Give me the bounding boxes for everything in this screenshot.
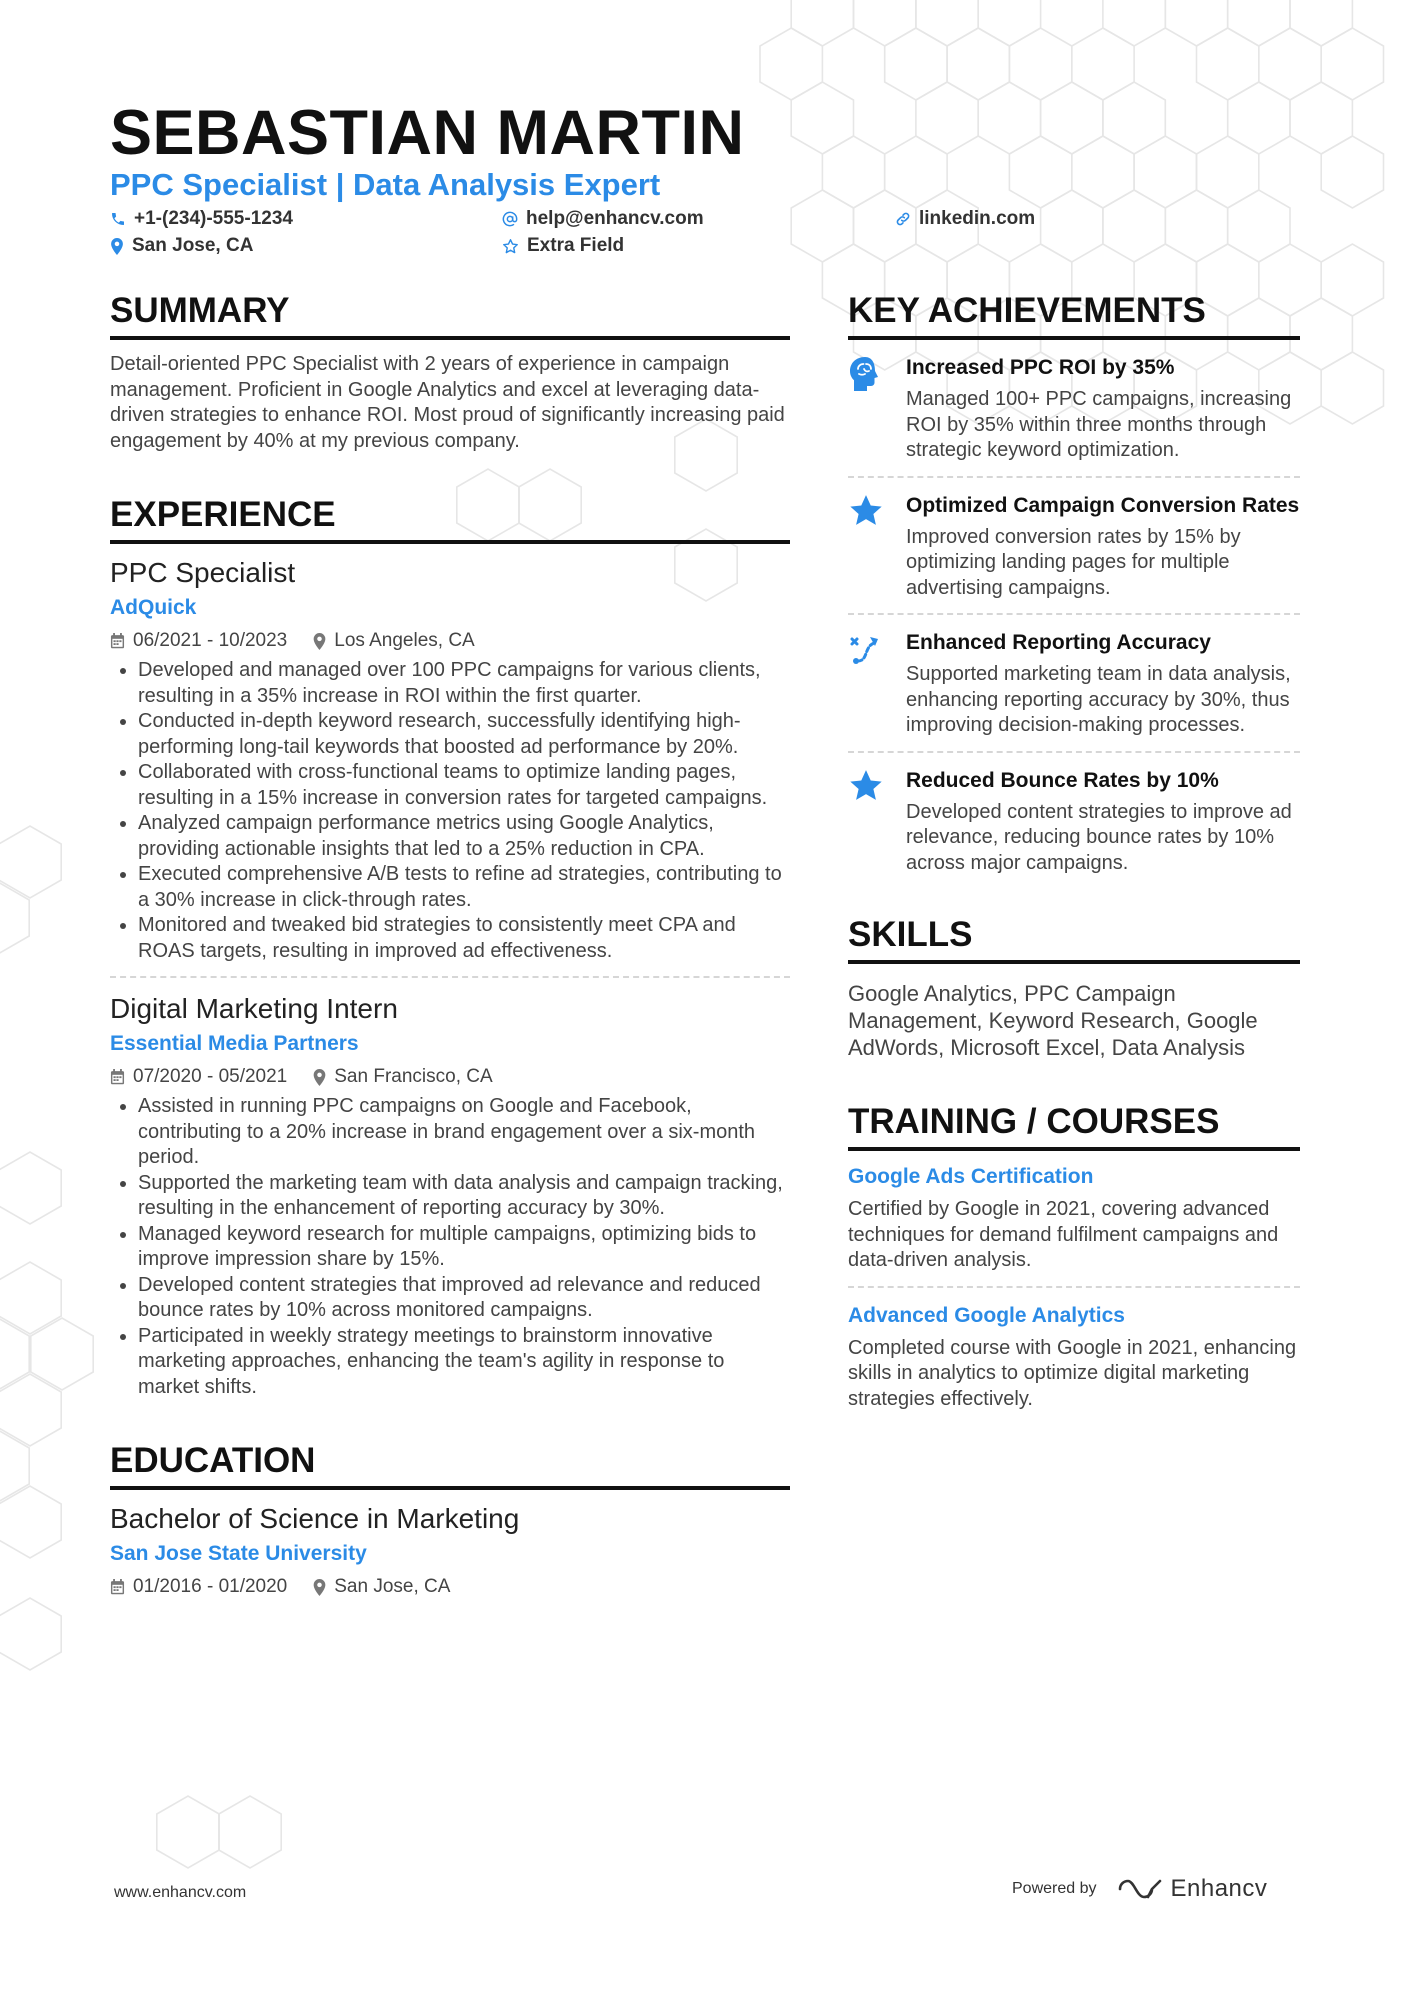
- left-column: [110, 290, 790, 1599]
- brand-name: Enhancv: [1170, 1875, 1268, 1902]
- contact-email[interactable]: [502, 207, 704, 231]
- achievement-title: Reduced Bounce Rates by 10%: [906, 768, 1219, 792]
- enhancv-logo-icon: [1117, 1877, 1163, 1901]
- summary-section: [110, 290, 790, 454]
- experience-heading: EXPERIENCE: [110, 494, 790, 544]
- powered-by-text: Powered by: [1012, 1880, 1097, 1897]
- job-location: San Francisco, CA: [334, 1066, 493, 1087]
- calendar-icon: [110, 1579, 125, 1595]
- right-column: [848, 290, 1300, 1412]
- bullet-item: • Supported the marketing team with data analysis and campaign tracking, resulting in the enhancement of reporting accuracy by 30%.: [138, 1171, 790, 1222]
- achievement-title: Increased PPC ROI by 35%: [906, 356, 1175, 379]
- education-meta: [110, 1575, 790, 1599]
- calendar-icon: [110, 633, 125, 649]
- divider: [848, 613, 1300, 615]
- degree-title: Bachelor of Science in Marketing: [110, 1503, 520, 1534]
- achievement-desc: Improved conversion rates by 15% by optimizing landing pages for multiple advertising campaigns.: [906, 525, 1241, 599]
- training-heading: TRAINING / COURSES: [848, 1101, 1300, 1151]
- course-desc: Completed course with Google in 2021, enhancing skills in analytics to optimize digital marketing strategies effectively.: [848, 1336, 1297, 1410]
- bullet-item: • Participated in weekly strategy meetings to brainstorm innovative marketing approaches, enhancing the team's agility in response to market shifts.: [138, 1324, 790, 1401]
- star-icon: [848, 769, 884, 803]
- job-title: PPC Specialist: [110, 557, 296, 588]
- footer-branding[interactable]: [1012, 1875, 1267, 1903]
- course-item: [848, 1302, 1300, 1413]
- bullet-item: • Executed comprehensive A/B tests to refine ad strategies, contributing to a 30% increase in click-through rates.: [138, 862, 790, 913]
- route-icon: [848, 631, 884, 667]
- company-name: Essential Media Partners: [110, 1032, 359, 1055]
- job-entry: [110, 556, 790, 964]
- extra-field-text: Extra Field: [527, 235, 625, 256]
- summary-text: Detail-oriented PPC Specialist with 2 years of experience in campaign management. Proficient in Google Analytics and excel at leveraging data-driven strategies to enhance ROI. Most proud of significantly increasing paid engagement by 40% at my previous company.: [110, 353, 785, 452]
- location-pin-icon: [313, 633, 326, 650]
- contact-location: [110, 234, 253, 258]
- job-entry: [110, 992, 790, 1400]
- achievement-desc: Developed content strategies to improve ad relevance, reducing bounce rates by 10% across major campaigns.: [906, 800, 1292, 874]
- candidate-headline: PPC Specialist | Data Analysis Expert: [110, 167, 661, 202]
- divider: [848, 1286, 1300, 1288]
- location-text: San Jose, CA: [132, 235, 254, 256]
- divider: [848, 476, 1300, 478]
- achievement-item: [848, 354, 1300, 464]
- bullet-item: • Developed content strategies that improved ad relevance and reduced bounce rates by 10% across monitored campaigns.: [138, 1273, 790, 1324]
- training-section: [848, 1101, 1300, 1412]
- course-desc: Certified by Google in 2021, covering advanced techniques for demand fulfilment campaigns and data-driven analysis.: [848, 1198, 1279, 1271]
- achievement-item: [848, 629, 1300, 739]
- star-outline-icon: [502, 238, 519, 255]
- skills-heading: SKILLS: [848, 914, 1300, 964]
- school-name: San Jose State University: [110, 1542, 367, 1565]
- education-location: San Jose, CA: [334, 1576, 451, 1597]
- divider: [110, 976, 790, 978]
- bullet-item: • Analyzed campaign performance metrics using Google Analytics, providing actionable insights that led to a 25% reduction in CPA.: [138, 811, 790, 862]
- skills-text: Google Analytics, PPC Campaign Management, Keyword Research, Google AdWords, Microsoft Excel, Data Analysis: [848, 981, 1258, 1060]
- phone-icon: [110, 211, 126, 227]
- at-icon: [502, 211, 518, 227]
- location-pin-icon: [110, 238, 124, 255]
- brain-icon: [848, 356, 882, 392]
- location-pin-icon: [313, 1069, 326, 1086]
- phone-text: +1-(234)-555-1234: [134, 208, 293, 229]
- bullet-item: • Assisted in running PPC campaigns on Google and Facebook, contributing to a 20% increase in brand engagement over a six-month period.: [138, 1094, 790, 1171]
- summary-heading: SUMMARY: [110, 290, 790, 340]
- divider: [848, 751, 1300, 753]
- achievement-item: [848, 492, 1300, 602]
- course-title: Google Ads Certification: [848, 1165, 1094, 1188]
- company-name: AdQuick: [110, 596, 197, 619]
- education-entry: [110, 1502, 790, 1599]
- achievement-desc: Supported marketing team in data analysis, enhancing reporting accuracy by 30%, thus improving decision-making processes.: [906, 663, 1291, 736]
- achievement-desc: Managed 100+ PPC campaigns, increasing ROI by 35% within three months through strategic keyword optimization.: [906, 388, 1292, 461]
- job-bullets: [110, 1094, 790, 1400]
- calendar-icon: [110, 1069, 125, 1085]
- linkedin-text: linkedin.com: [919, 208, 1036, 229]
- contact-extra: [502, 234, 624, 258]
- bullet-item: • Monitored and tweaked bid strategies to consistently meet CPA and ROAS targets, resulting in improved ad effectiveness.: [138, 913, 790, 964]
- contact-linkedin[interactable]: [895, 207, 1035, 231]
- achievement-title: Enhanced Reporting Accuracy: [906, 631, 1211, 654]
- footer-website-link[interactable]: www.enhancv.com: [114, 1884, 247, 1901]
- job-dates: 06/2021 - 10/2023: [133, 630, 288, 651]
- course-item: [848, 1163, 1300, 1274]
- achievements-heading: KEY ACHIEVEMENTS: [848, 290, 1300, 340]
- achievements-section: [848, 290, 1300, 876]
- candidate-name: SEBASTIAN MARTIN: [110, 98, 745, 168]
- job-meta: [110, 1065, 790, 1089]
- achievement-item: [848, 767, 1300, 877]
- job-meta: [110, 629, 790, 653]
- experience-section: [110, 494, 790, 1400]
- bullet-item: • Collaborated with cross-functional teams to optimize landing pages, resulting in a 15% increase in conversion rates for targeted campaigns.: [138, 760, 790, 811]
- education-section: [110, 1440, 790, 1599]
- job-location: Los Angeles, CA: [334, 630, 475, 651]
- education-heading: EDUCATION: [110, 1440, 790, 1490]
- job-dates: 07/2020 - 05/2021: [133, 1066, 288, 1087]
- course-title: Advanced Google Analytics: [848, 1303, 1125, 1327]
- bullet-item: • Managed keyword research for multiple campaigns, optimizing bids to improve impression share by 15%.: [138, 1222, 790, 1273]
- link-icon: [895, 211, 911, 227]
- contact-phone[interactable]: [110, 207, 293, 231]
- achievement-title: Optimized Campaign Conversion Rates: [906, 493, 1300, 517]
- skills-section: [848, 914, 1300, 1061]
- job-bullets: [110, 658, 790, 964]
- bullet-item: • Conducted in-depth keyword research, successfully identifying high-performing long-tail keywords that boosted ad performance by 20%.: [138, 709, 790, 760]
- bullet-item: • Developed and managed over 100 PPC campaigns for various clients, resulting in a 35% increase in ROI within the first quarter.: [138, 658, 790, 709]
- job-title: Digital Marketing Intern: [110, 993, 398, 1024]
- location-pin-icon: [313, 1579, 326, 1596]
- education-dates: 01/2016 - 01/2020: [133, 1576, 288, 1597]
- email-text: help@enhancv.com: [526, 208, 704, 229]
- star-icon: [848, 494, 884, 528]
